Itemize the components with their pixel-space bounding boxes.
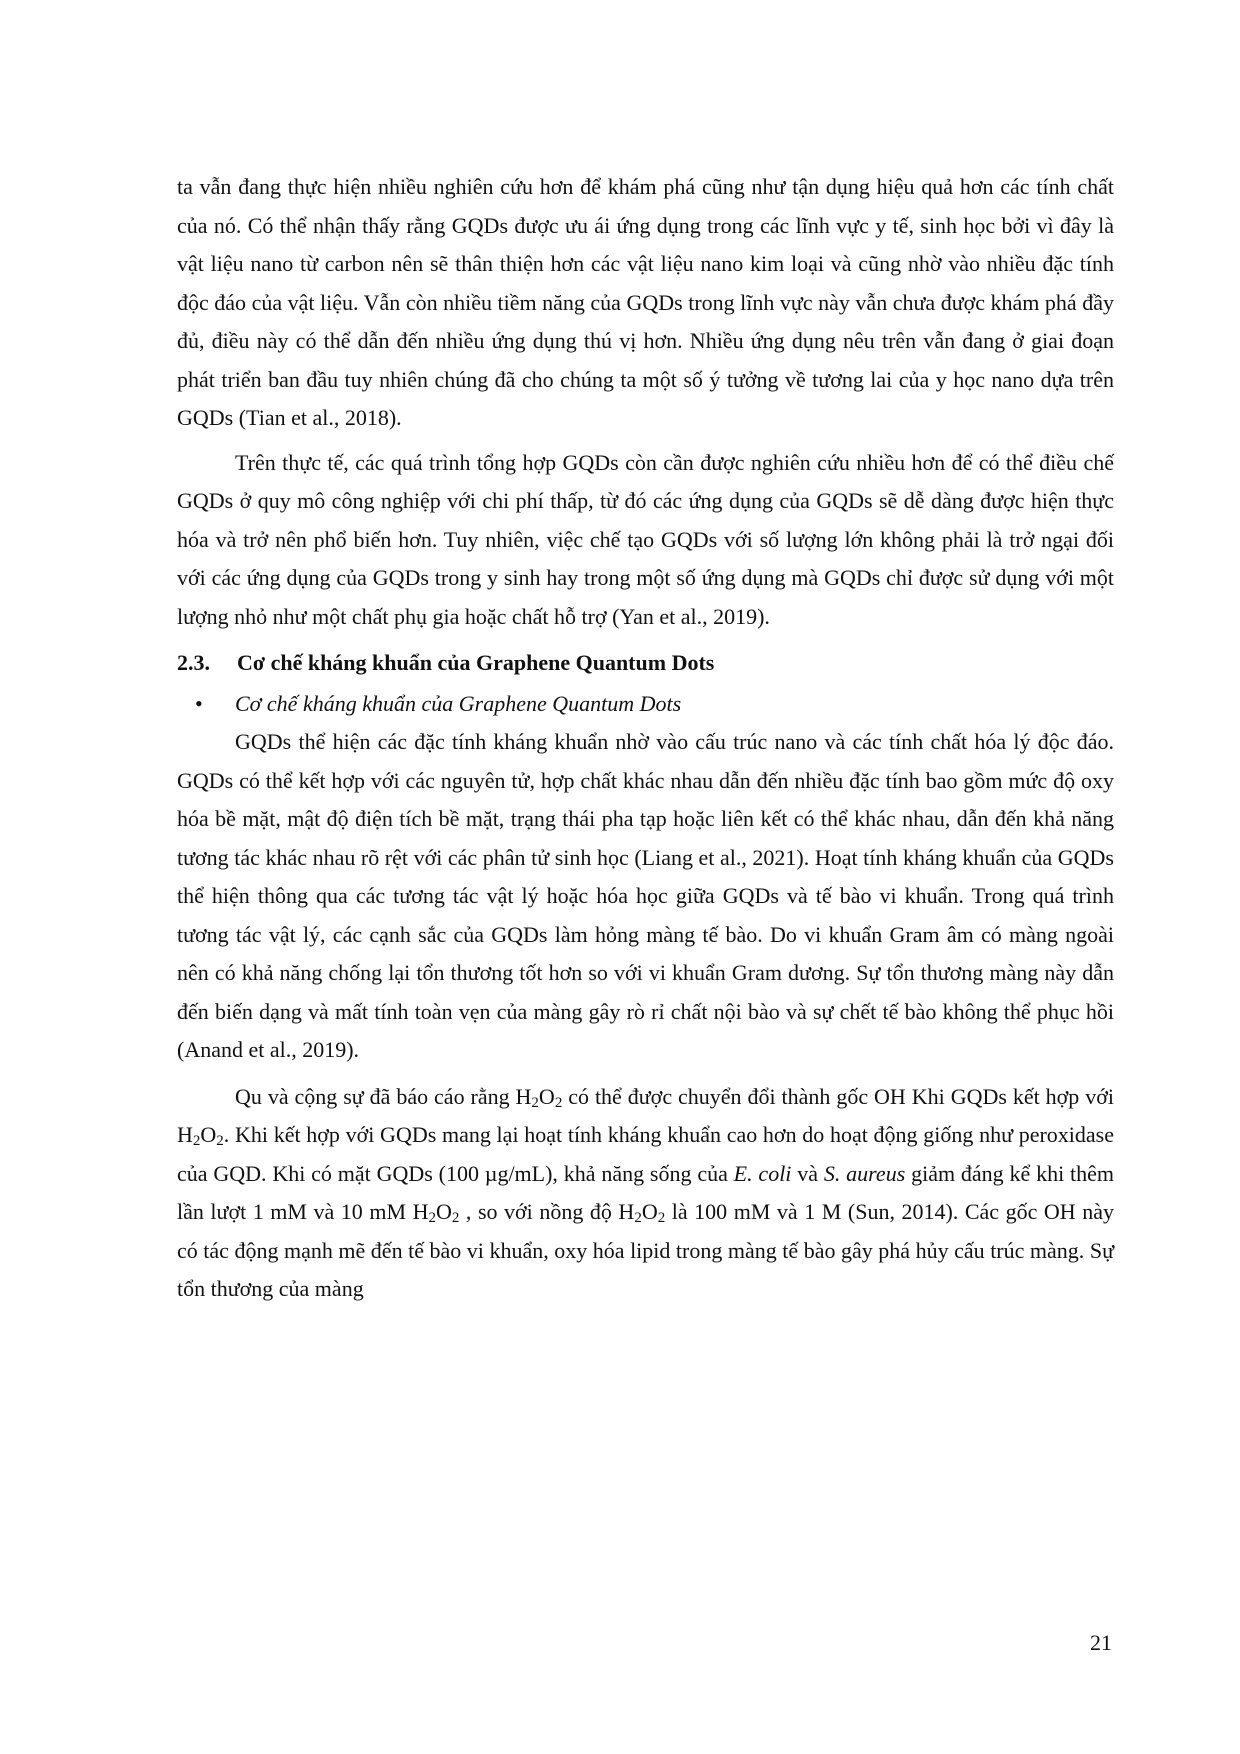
section-number: 2.3. <box>177 650 210 675</box>
bullet-text: Cơ chế kháng khuẩn của Graphene Quantum Dots <box>235 690 682 716</box>
document-body <box>177 168 1114 1309</box>
section-title: Cơ chế kháng khuẩn của Graphene Quantum Dots <box>237 650 715 675</box>
species-ecoli: E. coli <box>733 1160 792 1186</box>
species-saureus: S. aureus <box>823 1160 906 1186</box>
paragraph-h2o2-mechanism: Qu và cộng sự đã báo cáo rằng $H_2O_2$ có thể được chuyển đổi thành gốc OH Khi GQDs kết hợp với $H_2O_2$. Khi kết hợp với GQDs mang lại hoạt tính kháng khuẩn cao hơn do hoạt động giống như peroxidase của GQD. Khi có mặt GQDs (100 µg/mL), khả năng sống của E. coli và S. aureus giảm đáng kể khi thêm lần lượt 1 mM và 10 mM $H_2O_2$ , so với nồng độ $H_2O_2$ là 100 mM và 1 M (Sun, 2014). Các gốc OH này có tác động mạnh mẽ đến tế bào vi khuẩn, oxy hóa lipid trong màng tế bào gây phá hủy cấu trúc màng. Sự tổn thương của màng <box>177 1083 1115 1301</box>
section-heading <box>177 644 1114 683</box>
page-number: 21 <box>1090 1630 1112 1655</box>
paragraph-antibacterial-mechanism: GQDs thể hiện các đặc tính kháng khuẩn nhờ vào cấu trúc nano và các tính chất hóa lý độc đáo. GQDs có thể kết hợp với các nguyên tử, hợp chất khác nhau dẫn đến nhiều đặc tính bao gồm mức độ oxy hóa bề mặt, mật độ điện tích bề mặt, trạng thái pha tạp hoặc liên kết có thể khác nhau, dẫn đến khả năng tương tác khác nhau rõ rệt với các phân tử sinh học (Liang et al., 2021). Hoạt tính kháng khuẩn của GQDs thể hiện thông qua các tương tác vật lý hoặc hóa học giữa GQDs và tế bào vi khuẩn. Trong quá trình tương tác vật lý, các cạnh sắc của GQDs làm hỏng màng tế bào. Do vi khuẩn Gram âm có màng ngoài nên có khả năng chống lại tổn thương tốt hơn so với vi khuẩn Gram dương. Sự tổn thương màng này dẫn đến biến dạng và mất tính toàn vẹn của màng gây rò rỉ chất nội bào và sự chết tế bào không thể phục hồi (Anand et al., 2019). <box>177 729 1114 1062</box>
bullet-dot-icon: • <box>195 690 203 716</box>
paragraph-gqds-synthesis: Trên thực tế, các quá trình tổng hợp GQDs còn cần được nghiên cứu nhiều hơn để có thể điều chế GQDs ở quy mô công nghiệp với chi phí thấp, từ đó các ứng dụng của GQDs sẽ dễ dàng được hiện thực hóa và trở nên phổ biến hơn. Tuy nhiên, việc chế tạo GQDs với số lượng lớn không phải là trở ngại đối với các ứng dụng của GQDs trong y sinh hay trong một số ứng dụng mà GQDs chỉ được sử dụng với một lượng nhỏ như một chất phụ gia hoặc chất hỗ trợ (Yan et al., 2019). <box>177 449 1114 629</box>
bullet-item <box>177 685 1114 724</box>
paragraph-gqds-applications: ta vẫn đang thực hiện nhiều nghiên cứu hơn để khám phá cũng như tận dụng hiệu quả hơn các tính chất của nó. Có thể nhận thấy rằng GQDs được ưu ái ứng dụng trong các lĩnh vực y tế, sinh học bởi vì đây là vật liệu nano từ carbon nên sẽ thân thiện hơn các vật liệu nano kim loại và cũng nhờ vào nhiều đặc tính độc đáo của vật liệu. Vẫn còn nhiều tiềm năng của GQDs trong lĩnh vực này vẫn chưa được khám phá đầy đủ, điều này có thể dẫn đến nhiều ứng dụng thú vị hơn. Nhiều ứng dụng nêu trên vẫn đang ở giai đoạn phát triển ban đầu tuy nhiên chúng đã cho chúng ta một số ý tưởng về tương lai của y học nano dựa trên GQDs (Tian et al., 2018). <box>177 174 1114 430</box>
